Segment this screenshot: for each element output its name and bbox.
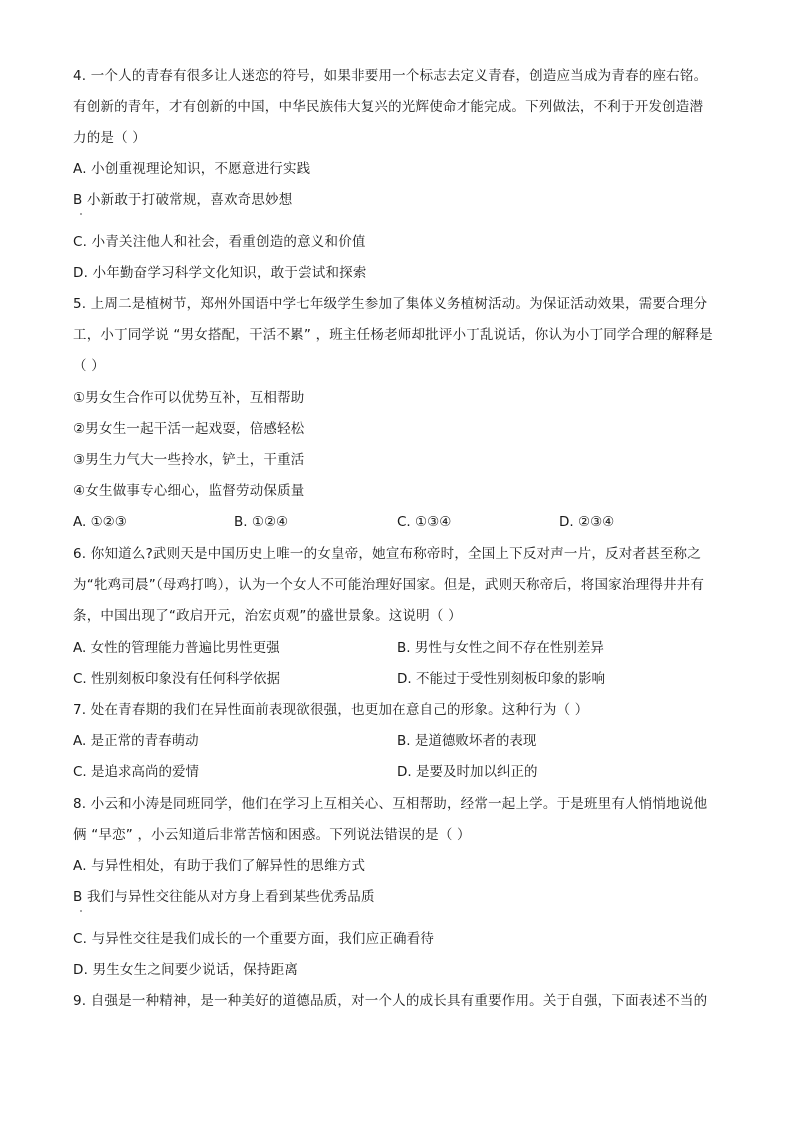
q8-stem-line-1: 8. 小云和小涛是同班同学，他们在学习上互相关心、互相帮助，经常一起上学。于是班里有人悄悄地说他 bbox=[73, 796, 708, 812]
q7-option-a: A. 是正常的青春萌动 bbox=[73, 733, 199, 749]
q6-option-c: C. 性别刻板印象没有任何科学依据 bbox=[73, 671, 281, 687]
q6-stem-line-1: 6. 你知道么?武则天是中国历史上唯一的女皇帝，她宣布称帝时，全国上下反对声一片，反对者甚至称之 bbox=[73, 546, 701, 562]
q7-option-b: B. 是道德败坏者的表现 bbox=[397, 733, 537, 749]
q7-option-c: C. 是追求高尚的爱情 bbox=[73, 764, 200, 780]
q5-statement-4: ④女生做事专心细心，监督劳动保质量 bbox=[73, 483, 305, 499]
q8-option-c: C. 与异性交往是我们成长的一个重要方面，我们应正确看待 bbox=[73, 931, 435, 947]
q4-option-b: B 小新敢于打破常规，喜欢奇思妙想 bbox=[73, 192, 293, 208]
q6-option-b: B. 男性与女性之间不存在性别差异 bbox=[397, 640, 604, 656]
q4-option-d: D. 小年勤奋学习科学文化知识，敢于尝试和探索 bbox=[73, 265, 367, 281]
q4-option-c: C. 小青关注他人和社会，看重创造的意义和价值 bbox=[73, 234, 366, 250]
q4-stem-line-1: 4. 一个人的青春有很多让人迷恋的符号，如果非要用一个标志去定义青春，创造应当成为青春的座右铭。 bbox=[73, 68, 708, 84]
q5-statement-1: ①男女生合作可以优势互补，互相帮助 bbox=[73, 390, 305, 406]
q7-option-d: D. 是要及时加以纠正的 bbox=[397, 764, 538, 780]
q4-option-a: A. 小创重视理论知识，不愿意进行实践 bbox=[73, 161, 311, 177]
q7-stem-line-1: 7. 处在青春期的我们在异性面前表现欲很强，也更加在意自己的形象。这种行为（ ） bbox=[73, 702, 589, 718]
q5-statement-3: ③男生力气大一些拎水，铲土，干重活 bbox=[73, 452, 305, 468]
q6-option-a: A. 女性的管理能力普遍比男性更强 bbox=[73, 640, 280, 656]
q6-stem-line-2: 为“牝鸡司晨”（母鸡打鸣），认为一个女人不可能治理好国家。但是，武则天称帝后，将国家治理得井井有 bbox=[73, 577, 705, 593]
q5-option-b: B. ①②④ bbox=[234, 514, 289, 530]
q5-stem-line-1: 5. 上周二是植树节，郑州外国语中学七年级学生参加了集体义务植树活动。为保证活动效果，需要合理分 bbox=[73, 296, 708, 312]
q5-statement-2: ②男女生一起干活一起戏耍，倍感轻松 bbox=[73, 421, 305, 437]
stray-dot-mark bbox=[80, 910, 82, 912]
q8-option-d: D. 男生女生之间要少说话，保持距离 bbox=[73, 962, 299, 978]
q8-stem-line-2: 俩 “早恋” ，小云知道后非常苦恼和困惑。下列说法错误的是（ ） bbox=[73, 827, 471, 843]
q8-option-b: B 我们与异性交往能从对方身上看到某些优秀品质 bbox=[73, 889, 375, 905]
q5-option-a: A. ①②③ bbox=[73, 514, 127, 530]
q8-option-a: A. 与异性相处，有助于我们了解异性的思维方式 bbox=[73, 858, 366, 874]
stray-dot-mark bbox=[80, 213, 82, 215]
q5-stem-line-2: 工，小丁同学说 “男女搭配，干活不累” ，班主任杨老师却批评小丁乱说话，你认为小丁同学合理的解释是 bbox=[73, 327, 713, 343]
q4-stem-line-3: 力的是（ ） bbox=[73, 130, 146, 146]
q5-option-c: C. ①③④ bbox=[397, 514, 452, 530]
q5-stem-line-3: （ ） bbox=[73, 358, 105, 374]
q6-option-d: D. 不能过于受性别刻板印象的影响 bbox=[397, 671, 605, 687]
q5-option-d: D. ②③④ bbox=[559, 514, 615, 530]
q6-stem-line-3: 条，中国出现了“政启开元，治宏贞观”的盛世景象。这说明（ ） bbox=[73, 608, 462, 624]
q9-stem-line-1: 9. 自强是一种精神，是一种美好的道德品质，对一个人的成长具有重要作用。关于自强，下面表述不当的 bbox=[73, 993, 708, 1009]
q4-stem-line-2: 有创新的青年，才有创新的中国，中华民族伟大复兴的光辉使命才能完成。下列做法，不利于开发创造潜 bbox=[73, 99, 704, 115]
